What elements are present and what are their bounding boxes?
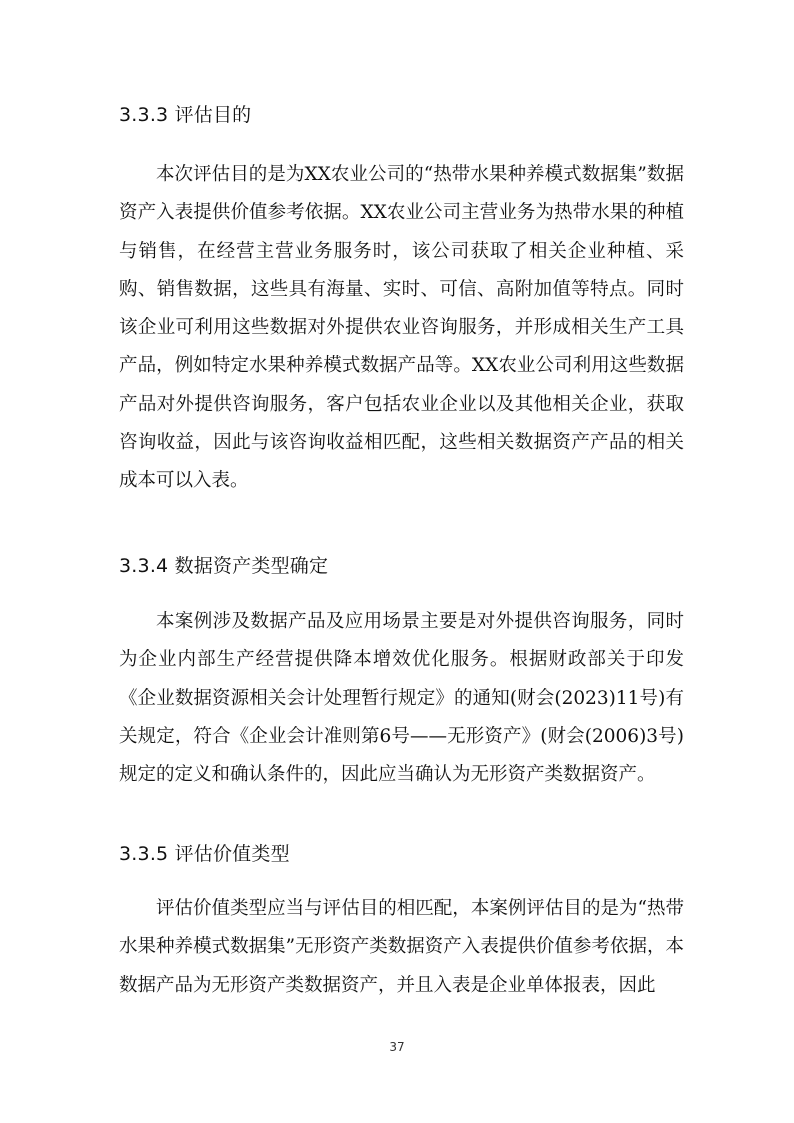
section-paragraph-evaluation-purpose: 本次评估目的是为XX农业公司的“热带水果种养模式数据集”数据资产入表提供价值参考依据。XX农业公司主营业务为热带水果的种植与销售，在经营主营业务服务时，该公司获取了相关企业种植、采购、销售数据，这些具有海量、实时、可信、高附加值等特点。同时该企业可利用这些数据对外提供农业咨询服务，并形成相关生产工具产品，例如特定水果种养模式数据产品等。XX农业公司利用这些数据产品对外提供咨询服务，客户包括农业企业以及其他相关企业，获取咨询收益，因此与该咨询收益相匹配，这些相关数据资产产品的相关成本可以入表。 [119,164,684,492]
section-paragraph-value-type: 评估价值类型应当与评估目的相匹配，本案例评估目的是为“热带水果种养模式数据集”无形资产类数据资产入表提供价值参考依据，本数据产品为无形资产类数据资产，并且入表是企业单体报表，因此 [119,898,684,996]
page-number: 37 [389,1040,405,1054]
section-heading-evaluation-purpose: 3.3.3 评估目的 [119,104,252,126]
section-paragraph-asset-type: 本案例涉及数据产品及应用场景主要是对外提供咨询服务，同时为企业内部生产经营提供降本增效优化服务。根据财政部关于印发《企业数据资源相关会计处理暂行规定》的通知(财会(2023)11号)有关规定，符合《企业会计准则第6号——无形资产》(财会(2006)3号)规定的定义和确认条件的，因此应当确认为无形资产类数据资产。 [119,611,684,786]
section-heading-value-type: 3.3.5 评估价值类型 [119,843,290,865]
section-heading-asset-type: 3.3.4 数据资产类型确定 [119,555,329,577]
